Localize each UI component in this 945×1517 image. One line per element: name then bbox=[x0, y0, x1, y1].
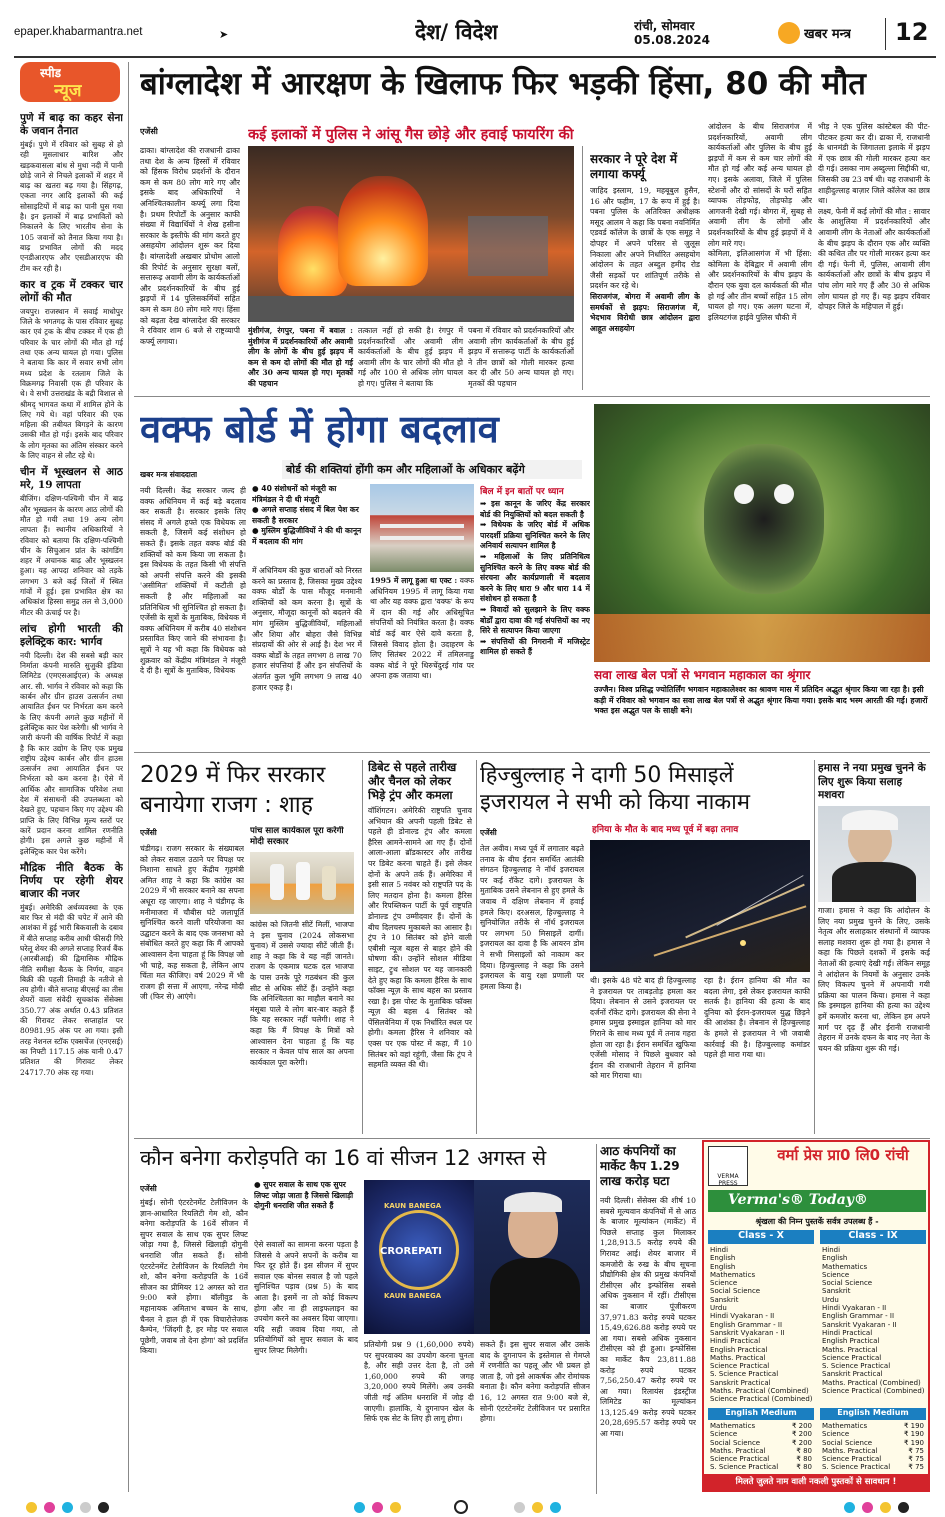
book-title: Sanskrit Practical bbox=[710, 1378, 771, 1387]
lead-col5: भीड़ ने एक पुलिस कांस्टेबल की पीट-पीटकर हत्या कर दी। ढाका में, राजधानी के धानमंडी के जिगातला इलाके में झड़प में एक छात्र की गोली मारकर हत्या कर दी गई। उसका नाम अब्दुल्ला सिद्दीकी था, जिसकी उम्र 23 वर्ष थी। यह राजधानी के शाहीदुल्लाह बाज़ार जिले कॉलेज का छात्र था। लक्ष्य, फेनी में कई लोगों की मौत : सावार के आशुलिया में प्रदर्शनकारियों और आवामी लीग के नेताओं और कार्यकर्ताओं के बीच झड़प के दौरान एक और व्यक्ति की कथित तौर पर गोली मारकर हत्या कर दी गई। फेनी में, पुलिस, आवामी लीग कार्यकर्ताओं और छात्रों के बीच झड़प में पांच लोग मारे गए हैं और 30 से अधिक लोग घायल हो गए हैं। यह झड़प रविवार दोपहर जिले के महिपाल में हुई। bbox=[818, 122, 930, 312]
em-ix-books bbox=[820, 1422, 926, 1472]
book-price: ₹ 80 bbox=[796, 1463, 812, 1472]
curfew-subhead: सरकार ने पूरे देश में लगाया कर्फ्यू bbox=[590, 152, 678, 181]
speed-news-item: मौद्रिक नीति बैठक के निर्णय पर रहेगी शेयर बाजार की नजर मुंबई। अमेरिकी अर्थव्यवस्था के एक बार फिर से मंदी की चपेट में आने की आशंका में हुई भारी बिकवाली के दबाव में बीते सप्ताह करीब आधी फीसदी गिरे घरेलू शेयर की अगले सप्ताह रिजर्व बैंक (आरबीआई) की द्विमासिक मौद्रिक नीति समीक्षा बैठक के निर्णय, वाहन बिक्री की पहली तिमाही के नतीजे से तय होगी। बीते सप्ताह बीएसई का तीस शेयरों वाला संवेदी सूचकांक सेंसेक्स 350.77 अंक अर्थात 0.43 प्रतिशत की गिरावट लेकर सप्ताहांत पर 80981.95 अंक पर आ गया। इसी तरह नेशनल स्टॉक एक्सचेंज (एनएसई) का निफ्टी 117.15 अंक यानी 0.47 प्रतिशत की गिरावट लेकर 24717.70 अंक रह गया। bbox=[20, 861, 123, 1077]
book-row bbox=[708, 1422, 814, 1430]
waqf-col1: नयी दिल्ली। केंद्र सरकार जल्द ही वक्फ अधिनियम में कई बड़े बदलाव कर सकती है। सरकार इसके लिए संसद में अगले हफ्ते एक विधेयक ला सकती है, जिसमें कई संशोधन हो सकते हैं। इसके तहत वक्फ बोर्ड की शक्तियों को कम किया जा सकता है। इस विधेयक के तहत किसी भी संपत्ति को अपनी संपत्ति करने की इसकी 'असीमित' शक्तियों में कटौती हो सकती है और महिलाओं का प्रतिनिधित्व भी सुनिश्चित हो सकता है। एजेंसी के सूत्रों के मुताबिक, विधेयक में वक्फ अधिनियम में करीब 40 संशोधन प्रस्तावित किए जाने की संभावना है। सूत्रों ने यह भी कहा कि विधेयक को शुक्रवार को केंद्रीय मंत्रिमंडल ने मंजूरी दे दी है। सूत्रों के मुताबिक, विधेयक bbox=[140, 486, 246, 676]
book-title: English Practical bbox=[822, 1337, 880, 1346]
book-title: Maths. Practical bbox=[822, 1446, 878, 1455]
book-row bbox=[820, 1312, 926, 1320]
waqf-bullet-item: ● मुस्लिम बुद्धिजीवियों ने की थी कानून में बदलाव की मांग bbox=[252, 526, 362, 546]
book-title: Urdu bbox=[710, 1304, 727, 1313]
book-row bbox=[708, 1370, 814, 1378]
book-row bbox=[820, 1263, 926, 1271]
waqf-bullet-item: ● 40 संशोधनों को मंजूरी का मंत्रिमंडल ने दी थी मंजूरी bbox=[252, 484, 337, 504]
book-row bbox=[820, 1296, 926, 1304]
book-title: Social Science bbox=[710, 1287, 761, 1296]
book-title: Hindi Practical bbox=[710, 1337, 761, 1346]
book-row bbox=[820, 1337, 926, 1345]
haniyeh-photo bbox=[818, 806, 930, 902]
ad-tagline: श्रृंखला की निम्न पुस्तकें सर्वत्र उपलब्ध हैं - bbox=[755, 1217, 879, 1226]
book-title: Mathematics bbox=[822, 1262, 868, 1271]
speed-news-column bbox=[20, 112, 123, 1492]
book-title: Sanskrit bbox=[822, 1287, 851, 1296]
book-title: S. Science Practical bbox=[822, 1362, 891, 1371]
epaper-url[interactable]: epaper.khabarmantra.net bbox=[14, 26, 143, 38]
book-row bbox=[820, 1387, 926, 1395]
book-row bbox=[708, 1387, 814, 1395]
book-row bbox=[708, 1439, 814, 1447]
book-title: Social Science bbox=[710, 1438, 761, 1447]
book-row bbox=[708, 1246, 814, 1254]
book-title: Hindi Vyakaran - II bbox=[822, 1304, 887, 1313]
book-title: S. Science Practical bbox=[710, 1370, 779, 1379]
book-title: Social Science bbox=[822, 1279, 873, 1288]
speed-news-item: लांच होगी भारती की इलेक्ट्रिक कार: भार्गव नयी दिल्ली। देश की सबसे बड़ी कार निर्माता कंपनी मारुति सुजुकी इंडिया लिमिटेड (एमएसआईएल) के अध्यक्ष आर. सी. भार्गव ने रविवार को कहा कि कार्बन और ग्रीन हाउस उत्सर्जन तथा आयातित ईंधन पर निर्भरता कम करने के लिए कंपनी अगले कुछ महीनों में इलेक्ट्रिक कार पेश करेगी। श्री भार्गव ने जारी कंपनी की वार्षिक रिपोर्ट में कहा है कि कार उद्योग के लिए एक प्रमुख राष्ट्रीय उद्देश्य कार्बन और ग्रीन हाउस उत्सर्जन तथा आयातित ईंधन पर निर्भरता को कम करना है। ऐसे में आर्थिक और सामाजिक परिवेश तथा देश में संसाधनों की उपलब्धता को देखते हुए, पहचान किए गए उद्देश्य की प्राप्ति के लिए विभिन्न मूल्य स्तरों पर कारें प्रदान करना शामिल रणनीति होगी। इस अगले कुछ महीनों में इलेक्ट्रिक कार पेश करेंगे। bbox=[20, 622, 123, 856]
bangladesh-fire-photo bbox=[248, 146, 574, 322]
waqf-box-item: ➡ विधेयक के जरिए बोर्ड में अधिक पारदर्शी प्रक्रिया सुनिश्चित करने के लिए अनिवार्य सत्यापन शामिल है bbox=[480, 520, 590, 551]
book-row bbox=[708, 1321, 814, 1329]
verma-press-ad[interactable] bbox=[702, 1140, 930, 1492]
book-title: Science Practical bbox=[822, 1353, 882, 1362]
class-ix-label: Class - IX bbox=[820, 1230, 926, 1244]
kbc-logo-photo: KAUN BANEGA CRОREPATI KAUN BANEGA bbox=[364, 1180, 474, 1334]
book-title: English Grammar - II bbox=[710, 1320, 783, 1329]
class-x-books bbox=[708, 1246, 814, 1404]
book-row bbox=[820, 1430, 926, 1438]
page-header bbox=[0, 0, 945, 60]
book-title: Hindi Vyakaran - II bbox=[710, 1312, 775, 1321]
book-row bbox=[820, 1439, 926, 1447]
shah-col2: कांग्रेस को जितनी सीटें मिलीं, भाजपा ने इस चुनाव (2024 लोकसभा चुनाव) में उससे ज्यादा सीटें जीती हैं। शाह ने कहा कि वे यह नहीं जानते। राजग के एकमात्र घटक दल भाजपा के पास उनके पूरे गठबंधन की कुल सीट से अधिक सीटें हैं। उन्होंने कहा कि अनिश्चितता का माहौल बनाने का मंसूबा पाले ये लोग बार-बार कहते हैं कि यह सरकार नहीं चलेगी। शाह ने कहा कि मैं विपक्ष के मित्रों को आश्वासन देना चाहता हूं कि यह सरकार न केवल पांच साल का अपना कार्यकाल पूरा करेगी। bbox=[250, 920, 354, 1067]
book-title: Maths. Practical bbox=[710, 1446, 766, 1455]
book-title: Maths. Practical bbox=[710, 1353, 766, 1362]
shah-event-photo bbox=[250, 852, 354, 914]
book-row bbox=[820, 1254, 926, 1262]
book-title: Science Practical bbox=[710, 1362, 770, 1371]
kbc-headline: कौन बनेगा करोड़पति का 16 वां सीजन 12 अगस्त से bbox=[140, 1146, 547, 1170]
book-price: ₹ 80 bbox=[796, 1455, 812, 1464]
waqf-col3: 1995 में लागू हुआ था एक्ट : वक्फ अधिनियम 1995 में लागू किया गया था और यह वक्फ द्वारा 'वक्फ' के रूप में दान की गई और अधिसूचित संपत्तियों को नियंत्रित करता है। वक्फ बोर्ड कई बार ऐसे दावे करता है, जिससे विवाद होता है। उदाहरण के लिए सितंबर 2022 में तमिलनाडु वक्फ बोर्ड ने पूरे थिरुचेंदुरई गांव पर अपना हक जताया था। bbox=[370, 576, 474, 681]
book-row bbox=[708, 1254, 814, 1262]
book-row bbox=[708, 1263, 814, 1271]
mahakal-photo bbox=[594, 404, 930, 662]
book-row bbox=[820, 1422, 926, 1430]
kbc-col4: सकते हैं। इस सुपर सवाल और उसके बाद के दुगनापन के इस्तेमाल से गेमप्ले में रणनीति का पहलू और भी प्रबल हो जाता है, जो इसे आकर्षक और रोमांचक बनाता है। कौन बनेगा करोड़पति सीजन 16, 12 अगस्त रात 9:00 बजे से, सोनी एंटरटेनमेंट टेलीविजन पर प्रसारित होगा। bbox=[480, 1340, 590, 1424]
header-date: 05.08.2024 bbox=[634, 33, 710, 47]
book-row bbox=[708, 1447, 814, 1455]
book-title: Science bbox=[822, 1430, 850, 1439]
hezbollah-headline: हिज्बुल्लाह ने दागी 50 मिसाइलें इजरायल ने सभी को किया नाकाम bbox=[480, 763, 751, 815]
lead-col1: ढाका। बांग्लादेश की राजधानी ढाका तथा देश के अन्य हिस्सों में रविवार को हिंसक विरोध प्रदर्शनों के दौरान कम से कम 80 लोग मारे गए और इसके बाद अधिकारियों ने अनिश्चितकालीन कर्फ्यू लगा दिया है। प्रथम रिपोर्टों के अनुसार काफी संख्या में विद्यार्थियों ने शेख हसीना सरकार के इस्तीफे की मांग करते हुए असहयोग आंदोलन शुरू कर दिया है। बांग्लादेशी अखबार प्रोथोम आलो की रिपोर्ट के अनुसार सुरक्षा बलों, सत्तारूढ़ अवामी लीग के कार्यकर्ताओं और प्रदर्शनकारियों के बीच हुई झड़पों में 14 पुलिसकर्मियों सहित कम से कम 80 लोग मारे गए। हिंसा को बढ़ता देख बांग्लादेश की सरकार ने रविवार शाम 6 बजे से राष्ट्रव्यापी कर्फ्यू लगाया। bbox=[140, 146, 240, 346]
book-title: English Grammar - II bbox=[822, 1312, 895, 1321]
ad-title: वर्मा प्रेस प्रा0 लि0 रांची bbox=[777, 1146, 909, 1164]
market-body: नयी दिल्ली। सेंसेक्स की शीर्ष 10 सबसे मूल्यवान कंपनियों में से आठ के बाजार मूल्यांकन (मार्केट) में पिछले सप्ताह कुल मिलाकर 1,28,913.5 करोड़ रुपये की गिरावट आई। शेयर बाजार में कमजोरी के रुख के बीच सूचना प्रौद्योगिकी क्षेत्र की प्रमुख कंपनियों टीसीएस और इन्फोसिस सबसे अधिक नुकसान में रहीं। टीसीएस का बाजार पूंजीकरण 37,971.83 करोड़ रुपये घटकर 15,49,626.88 करोड़ रुपये पर आ गया। सबसे अधिक नुकसान टीसीएस को ही हुआ। इन्फोसिस का मार्केट कैप 23,811.88 करोड़ रुपये घटकर 7,56,250.47 करोड़ रुपये पर आ गया। रिलायंस इंडस्ट्रीज लिमिटेड का मूल्यांकन 13,125.49 करोड़ रुपये घटकर 20,28,695.57 करोड़ रुपये पर आ गया। bbox=[600, 1196, 696, 1439]
lead-col3: जाहिद इस्लाम, 19, महबूबुल हुसैन, 16 और फहीम, 17 के रूप में हुई है। पबना पुलिस के अतिरिक्त अधीक्षक मसूद आलम ने कहा कि पबना नवनिर्मित एडवर्ड कॉलेज के छात्रों के एक समूह ने दोपहर में अपने परिसर से जुलूस निकाला और अपने निर्धारित असहयोग आंदोलन के तहत अब्दुल हमीद रोड जैसी सड़कों पर शांतिपूर्ण तरीके से प्रदर्शन कर रहे थे। सिराजगंज, बोगरा में अवामी लीग के समर्थकों से झड़प: सिराजगंज में, भेदभाव विरोधी छात्र आंदोलन द्वारा आहूत असहयोग bbox=[590, 186, 700, 333]
book-row bbox=[708, 1346, 814, 1354]
kbc-col1: मुंबई। सोनी एंटरटेनमेंट टेलीविजन के ज्ञान-आधारित रियलिटी गेम शो, कौन बनेगा करोड़पति के 16वें सीजन में सुपर सवाल के साथ एक सुपर लिफ्ट जोड़ा गया है, जिससे खिलाड़ी दोगुनी धनराशि जीत सकते हैं। सोनी एंटरटेनमेंट टेलीविजन के रियलिटी गेम शो, कौन बनेगा करोड़पति के 16वें सीजन का प्रीमियर 12 अगस्त को रात 9:00 बजे होगा। बॉलीवुड के महानायक अमिताभ बच्चन के साथ, चैनल ने हाल ही में एक विचारोत्तेजक कैम्पेन, 'जिंदगी है, हर मोड़ पर सवाल पूछेगी, जवाब तो देना होगा' को प्रदर्शित किया। bbox=[140, 1198, 248, 1356]
book-title: Social Science bbox=[822, 1438, 873, 1447]
waqf-box-item: ➡ विवादों को सुलझाने के लिए वक्फ बोर्डों द्वारा दावा की गई संपत्तियों का नए सिरे से सत्यापन किया जाएगा bbox=[480, 604, 590, 636]
book-title: S. Science Practical bbox=[822, 1463, 891, 1472]
book-title: Urdu bbox=[822, 1295, 839, 1304]
book-row bbox=[820, 1370, 926, 1378]
english-medium-label-ix: English Medium bbox=[820, 1408, 926, 1420]
kbc-col2: ऐसे सवालों का सामना करना पड़ता है जिससे वे अपने सपनों के करीब या फिर दूर होते हैं। इस सीजन में सुपर सवाल एक बोनस सवाल है जो पहले सुनिश्चित पड़ाव (प्रश्न 5) के बाद आता है। इसमें ना तो कोई विकल्प होगा और ना ही लाइफलाइन का उपयोग करने का अवसर दिया जाएगा। यदि सही जवाब दिया गया, तो प्रतियोगियों को सुपर सवाल के बाद सुपर लिफ्ट मिलेगी। bbox=[254, 1240, 358, 1355]
kbc-col3: प्रतियोगी प्रश्न 9 (1,60,000 रुपये) पर सुपरवाक्य का उपयोग करना चुनता है, और सही उत्तर देता है, तो उसे 1,60,000 रुपये की जगह 3,20,000 रुपये मिलेंगे। अब उनकी जीती गई अंतिम धनराशि में जोड़ दी जाएगी। हालांकि, ये दुगनापन खेल के सिर्फ एक सेट के लिए ही लागू होगा। bbox=[364, 1340, 474, 1424]
hezbollah-col2: थी। इसके 48 घंटे बाद ही हिज्बुल्लाह ने इजरायल पर ताबड़तोड़ हमला कर दिया। लेबनान से उसने इजरायल पर दर्जनों रॉकेट दागे। इजरायल की सेना ने हमास प्रमुख इस्माइल हानिया को मार गिराने के साथ मध्य पूर्व में तनाव गहरा होता जा रहा है। ईरान समर्थित खुफिया एजेंसी मोसाद ने पिछले बुधवार को ईरान की राजधानी तेहरान में हानिया को मार गिराया था। bbox=[590, 976, 696, 1081]
book-row bbox=[708, 1329, 814, 1337]
waqf-bullets bbox=[252, 484, 362, 554]
speed-news-item: कार व ट्रक में टक्कर चार लोगों की मौत जयपुर। राजस्थान में सवाई माधोपुर जिले के भगतगढ़ के पास रविवार सुबह कार एवं ट्रक के बीच टक्कर में एक ही परिवार के चार लोगों की मौत हो गई तथा एक अन्य घायल हो गया। पुलिस ने बताया कि कार में सवार सभी लोग मध्य प्रदेश के रतलाम जिले के विक्रमगढ़ निवासी एक ही परिवार के थे। वे सभी उत्तराखंड के बद्री विशाल से श्रीमद् भागवत कथा में शामिल होने के लिए गये थे। वहां परिवार की एक महिला की तबीयत बिगड़ने के कारण उसकी मौत हो गई। इसके बाद परिवार के लोग मृतका का अंतिम संस्कार करने के लिए वाहन से लौट रहे थे। bbox=[20, 278, 123, 461]
book-title: English Practical bbox=[710, 1345, 768, 1354]
amitabh-photo bbox=[474, 1180, 590, 1334]
book-title: Sanskrit bbox=[710, 1295, 739, 1304]
book-title: Sanskrit Vyakaran - II bbox=[710, 1328, 785, 1337]
waqf-headline: वक्फ बोर्ड में होगा बदलाव bbox=[140, 407, 499, 451]
hezbollah-col1: तेल अवीव। मध्य पूर्व में लगातार बढ़ते तनाव के बीच ईरान समर्थित आतंकी संगठन हिज्बुल्लाह ने नॉर्थ इजरायल पर कई रॉकेट दागे। इजरायल के मुताबिक उसने लेबनान से हुए हमले के जवाब में दक्षिण लेबनान में हवाई हमले किए। दरअसल, हिज्बुल्लाह ने सुनियोजित तरीके से नॉर्थ इजरायल पर लगभग 50 मिसाइलें दागीं। इजरायल का दावा है कि आयरन डोम ने सभी मिसाइलों को नाकाम कर दिया। हिज्बुल्लाह ने कहा कि उसने इजरायल के वायु रक्षा प्रणाली पर हमला किया है। bbox=[480, 844, 584, 991]
page-number: 12 bbox=[895, 18, 929, 46]
book-title: Science Practical (Combined) bbox=[710, 1395, 813, 1404]
shah-col1: चंडीगढ़। राजग सरकार के संख्याबल को लेकर सवाल उठाने पर विपक्ष पर निशाना साधते हुए केंद्रीय गृहमंत्री अमित शाह ने कहा कि कांग्रेस का 2029 में भी सरकार बनाने का सपना अधूरा रह जाएगा। शाह ने चंडीगढ़ के मनीमाजरा में चौबीस घंटे जलापूर्ति सुनिश्चित करने वाली परियोजना का उद्घाटन करने के बाद एक जनसभा को संबोधित करते हुए कहा कि मैं आपको आश्वासन देना चाहता हूं कि विपक्ष जो भी चाहे, कह सकता है, लेकिन आप चिंता मत कीजिए। वर्ष 2029 में भी राजग ही सत्ता में आएगा, नरेन्द्र मोदी जी (फिर से) आएंगे। bbox=[140, 844, 244, 1002]
waqf-bullet-item: ● अगले सप्ताह संसद में बिल पेश कर सकती है सरकार bbox=[252, 505, 359, 525]
waqf-box bbox=[480, 484, 590, 748]
mahakal-caption-head: सवा लाख बेल पत्रों से भगवान महाकाल का श्रृंगार bbox=[594, 668, 811, 682]
ad-footer: मिलते जुलते नाम वाली नकली पुस्तकों से सावधान ! bbox=[704, 1474, 928, 1490]
book-title: Sanskrit Vyakaran - II bbox=[822, 1320, 897, 1329]
book-title: Science bbox=[710, 1279, 738, 1288]
hezbollah-col3: रहा है। ईरान हानिया की मौत का बदला लेगा, इसे लेकर इजरायल काफी सतर्क है। हानिया की हत्या के बाद दुनिया को ईरान-इजरायल युद्ध छिड़ने की आशंका है। लेबनान से हिज्बुल्लाह के हमले से इजरायल ने भी जवाबी कार्रवाई की है। हिज्बुल्लाह कमांडर पहले ही मारा गया था। bbox=[704, 976, 810, 1060]
book-row bbox=[820, 1287, 926, 1295]
book-row bbox=[708, 1296, 814, 1304]
book-price: ₹ 80 bbox=[796, 1446, 812, 1455]
shah-dateline: एजेंसी bbox=[140, 828, 157, 837]
book-row bbox=[820, 1455, 926, 1463]
speed-news-item: चीन में भूस्खलन से आठ मरे, 19 लापता बीजिंग। दक्षिण-पश्चिमी चीन में बाढ़ और भूस्खलन के कारण आठ लोगों की मौत हो गयी तथा 19 अन्य लोग लापता हैं। स्थानीय अधिकारियों ने रविवार को बताया कि दक्षिण-पश्चिमी चीन के सिचुआन प्रांत के कांगडिंग शहर में अचानक बाढ़ और भूस्खलन हुआ। यह आपदा शनिवार को तड़के लगभग 3 बजे कई जिलों में स्थित गांवों में हुई। इस प्रभावित क्षेत्र का अधिकांश हिस्सा समुद्र तल से 3,000 मीटर की ऊंचाई पर है। bbox=[20, 466, 123, 617]
english-medium-label-x: English Medium bbox=[708, 1408, 814, 1420]
class-ix-books bbox=[820, 1246, 926, 1395]
book-price: ₹ 200 bbox=[791, 1438, 812, 1447]
book-row bbox=[708, 1463, 814, 1471]
book-title: Hindi bbox=[822, 1246, 841, 1254]
lead-headline: बांग्लादेश में आरक्षण के खिलाफ फिर भड़की हिंसा, 80 की मौत bbox=[140, 66, 866, 102]
book-row bbox=[820, 1463, 926, 1471]
book-price: ₹ 200 bbox=[791, 1422, 812, 1430]
book-price: ₹ 200 bbox=[791, 1430, 812, 1439]
book-row bbox=[820, 1329, 926, 1337]
book-price: ₹ 75 bbox=[908, 1463, 924, 1472]
book-title: Maths. Practical (Combined) bbox=[710, 1387, 809, 1396]
book-row bbox=[708, 1304, 814, 1312]
shah-photo-head: पांच साल कार्यकाल पूरा करेगी मोदी सरकार bbox=[250, 826, 344, 847]
lead-subhead: कई इलाकों में पुलिस ने आंसू गैस छोड़े और हवाई फायरिंग की bbox=[248, 127, 574, 143]
book-title: Science bbox=[822, 1270, 850, 1279]
book-row bbox=[708, 1279, 814, 1287]
lead-photo-caption: मुंशीगंज, रंगपुर, पबना में बवाल : मुंशीगंज में प्रदर्शनकारियों और अवामी लीग के लोगों के बीच हुई झड़प में कम से कम दो लोगों की मौत हो गई और 30 अन्य घायल हो गए। मृतकों की पहचान तत्काल नहीं हो सकी है। रंगपुर में प्रदर्शनकारियों और अवामी लीग कार्यकर्ताओं के बीच हुई झड़प में अवामी लीग के चार लोगों की मौत हो गई और 100 से अधिक लोग घायल हो गए। पुलिस ने बताया कि पबना में रविवार को प्रदर्शनकारियों और अवामी लीग कार्यकर्ताओं के बीच हुई झड़प में सत्तारूढ़ पार्टी के कार्यकर्ताओं ने तीन छात्रों को गोली मारकर हत्या कर दी और 50 अन्य घायल हो गए। मृतकों की पहचान bbox=[248, 326, 574, 388]
book-title: English bbox=[822, 1254, 848, 1263]
debate-body: वॉशिंगटन। अमेरिकी राष्ट्रपति चुनाव अभियान की अपनी पहली डिबेट से पहले ही डोनाल्ड ट्रंप और कमला हैरिस आमने-सामने आ गए हैं। दोनों आला-आला ब्रॉडकास्टर और तारीख पर डिबेट करना चाहते हैं। इसे लेकर दोनों के अपने तर्क हैं। अमेरिका में इसी साल 5 नवंबर को राष्ट्रपति पद के लिए मतदान होना है। कमला हैरिस और रिपब्लिकन पार्टी के पूर्व राष्ट्रपति डोनाल्ड ट्रंप उम्मीदवार हैं। दोनों के बीच दिलचस्प मुकाबले का आसार है। ट्रंप ने 10 सितंबर को होने वाली एबीसी न्यूज बहस से बाहर होने की घोषणा की। उन्होंने सोशल मीडिया साइट, ट्रुथ सोशल पर यह जानकारी देते हुए कहा कि कमला हैरिस के साथ फॉक्स न्यूज़ के साथ बहस का प्रस्ताव रखा है। इस पोस्ट के मुताबिक फॉक्स न्यूज़ की बहस 4 सितंबर को पेंसिलवेनिया में एक निर्धारित स्थल पर होगी। कमला हैरिस ने शनिवार को एक्स पर एक पोस्ट में कहा, मैं 10 सितंबर को वहां रहूंगी, जैसा कि ट्रंप ने सहमति व्यक्त की थी। bbox=[368, 806, 472, 1070]
header-city-day: रांची, सोमवार bbox=[634, 19, 695, 33]
book-row bbox=[708, 1312, 814, 1320]
book-title: Mathematics bbox=[822, 1422, 868, 1430]
book-row bbox=[820, 1362, 926, 1370]
book-title: Sanskrit Practical bbox=[822, 1370, 883, 1379]
waqf-col2: में अधिनियम की कुछ धाराओं को निरस्त करने का प्रस्ताव है, जिसका मुख्य उद्देश्य वक्फ बोर्डों के पास मौजूद मनमानी शक्तियों को कम करना है। सूत्रों के अनुसार, मौजूदा कानूनों को बदलने की मांग मुस्लिम बुद्धिजीवियों, महिलाओं और शिया और बोहरा जैसे विभिन्न संप्रदायों की ओर से आई है। देश भर में वक्फ बोर्डों के तहत लगभग 8 लाख 70 हजार संपत्तियां हैं और इन संपत्तियों के अंतर्गत कुल भूमि लगभग 9 लाख 40 हजार एकड़ है। bbox=[252, 566, 362, 692]
debate-headline: डिबेट से पहले तारीख और चैनल को लेकर भिड़े ट्रंप और कमला bbox=[368, 760, 457, 802]
book-price: ₹ 190 bbox=[903, 1422, 924, 1430]
registration-marks bbox=[14, 1500, 934, 1516]
book-title: Maths. Practical (Combined) bbox=[822, 1378, 921, 1387]
book-row bbox=[820, 1271, 926, 1279]
mahakal-caption: सवा लाख बेल पत्रों से भगवान महाकाल का श्रृंगार उज्जैन। विश्व प्रसिद्ध ज्योतिर्लिंग भगवान महाकालेश्वर का श्रावण मास में प्रतिदिन अद्भुत श्रृंगार किया जा रहा है। इसी कड़ी में रविवार को भगवान का सवा लाख बेल पत्रों से अद्भुत श्रृंगार किया गया। इसके बाद भस्म आरती की गई। हजारों भक्त इस अद्भुत पल के साक्षी बने। bbox=[594, 666, 930, 748]
speed-news-badge: स्पीड न्यूज bbox=[20, 62, 120, 102]
waqf-dateline: खबर मन्त्र संवाददाता bbox=[140, 470, 198, 479]
kbc-dateline: एजेंसी bbox=[140, 1184, 157, 1193]
waqf-subhead: बोर्ड की शक्तियां होंगी कम और महिलाओं के अधिकार बढ़ेंगे bbox=[282, 460, 582, 479]
book-row bbox=[820, 1354, 926, 1362]
kbc-bullet: ● सुपर सवाल के साथ एक सुपर लिफ्ट जोड़ा जाता है जिससे खिलाड़ी दोगुनी धनराशि जीत सकते हैं bbox=[254, 1180, 354, 1210]
book-title: Mathematics bbox=[710, 1422, 756, 1430]
book-row bbox=[820, 1346, 926, 1354]
book-price: ₹ 190 bbox=[903, 1430, 924, 1439]
book-title: Maths. Practical bbox=[822, 1345, 878, 1354]
book-title: English bbox=[710, 1262, 736, 1271]
book-row bbox=[820, 1279, 926, 1287]
hezbollah-dateline: एजेंसी bbox=[480, 828, 497, 837]
book-title: Science bbox=[710, 1430, 738, 1439]
shah-headline: 2029 में फिर सरकार बनायेगा राजग : शाह bbox=[140, 762, 326, 818]
book-title: Science Practical (Combined) bbox=[822, 1387, 925, 1396]
book-row bbox=[820, 1304, 926, 1312]
book-row bbox=[820, 1379, 926, 1387]
lead-dateline: एजेंसी bbox=[140, 127, 158, 136]
book-title: Science Practical bbox=[822, 1455, 882, 1464]
section-title: देश/ विदेश bbox=[415, 20, 498, 44]
lead-col4: आंदोलन के बीच सिराजगंज में प्रदर्शनकारियों, अवामी लीग कार्यकर्ताओं और पुलिस के बीच हुई झड़पों में कम से कम चार लोगों की मौत हो गई और कई अन्य घायल हो गए। इसके अलावा, जिले में पुलिस स्टेशनों और दो सांसदों के घरों सहित व्यापक तोड़फोड़, तोड़फोड़ और आगजनी देखी गई। बोगरा में, सुबह से अवामी लीग के लोगों और प्रदर्शनकारियों के बीच हुई झड़पों में वे लोग मारे गए। कोमिला, इलिआसगंज में भी हिंसा: कोमिला के देबिद्वार में अवामी लीग और प्रदर्शनकारियों के बीच झड़प के दौरान एक युवा दल कार्यकर्ता की मौत हो गई और तीन बच्चों सहित 15 लोग घायल हो गए। एक अलग घटना में, इलियटगंज हाईवे पुलिस चौकी में bbox=[708, 122, 812, 322]
book-title: Science Practical bbox=[710, 1455, 770, 1464]
waqf-box-item: ➡ इस कानून के जरिए केंद्र सरकार बोर्ड की नियुक्तियों को बदल सकती है bbox=[480, 499, 590, 519]
book-price: ₹ 75 bbox=[908, 1455, 924, 1464]
book-row bbox=[708, 1395, 814, 1403]
waqf-box-head: बिल में इन बातों पर ध्यान bbox=[480, 487, 564, 497]
book-row bbox=[820, 1447, 926, 1455]
waqf-building-photo bbox=[370, 484, 474, 572]
book-title: Hindi Practical bbox=[822, 1328, 873, 1337]
book-title: S. Science Practical bbox=[710, 1463, 779, 1472]
cursor-icon: ➤ bbox=[219, 28, 229, 41]
verma-logo: VERMA PRESS bbox=[708, 1146, 748, 1186]
hamas-body: गाजा। हमास ने कहा कि आंदोलन के लिए नया प्रमुख चुनने के लिए, उसके नेतृत्व और सलाहकार संस्थानों में व्यापक सलाह मशवरा शुरू हो गया है। हमास ने कहा कि पिछले दशकों में इसके कई नेताओं की हत्याएं देखी गईं। लेकिन समूह ने आंदोलन के नियमों के अनुसार उनके लिए विकल्प चुनने में अपनायी गयी प्रक्रिया का पालन किया। हमास ने कहा कि इस्माइल हानिया की हत्या का उद्देश्य हमें कमजोर करना था, लेकिन हम अपने मार्ग पर दृढ़ हैं और ईरानी राजधानी तेहरान में उनके दफन के बाद नए नेता के चयन की प्रक्रिया शुरू की गई। bbox=[818, 906, 930, 1053]
em-x-books bbox=[708, 1422, 814, 1472]
book-title: English bbox=[710, 1254, 736, 1263]
brand-name: खबर मन्त्र bbox=[804, 27, 852, 42]
speed-news-item: पुणे में बाढ़ का कहर सेना के जवान तैनात मुंबई। पुणे में रविवार को सुबह से हो रही मूसलाधार बारिश और खड़कवासला बांध से मुथा नदी में पानी छोड़े जाने से निचले इलाकों में शहर में बाढ़ का खतरा बढ़ गया है। सिंहगढ़, एकता नगर आदि इलाकों की कई सोसाइटियों में बाढ़ का पानी घुस गया है। इन इलाकों में बाढ़ प्रभावितों को निकालने के लिए भारतीय सेना के 105 जवानों को तैनात किया गया है। बाढ़ प्रभावित लोगों की मदद एनडीआरएफ और एसडीआरएफ की टीम कर रही है। bbox=[20, 112, 123, 273]
brand-logo bbox=[778, 22, 800, 44]
hezbollah-subhead: हनिया के मौत के बाद मध्य पूर्व में बढ़ा तनाव bbox=[592, 825, 739, 835]
book-row bbox=[708, 1271, 814, 1279]
book-price: ₹ 75 bbox=[908, 1446, 924, 1455]
class-x-label: Class - X bbox=[708, 1230, 814, 1244]
book-row bbox=[708, 1430, 814, 1438]
book-title: Mathematics bbox=[710, 1270, 756, 1279]
book-row bbox=[708, 1287, 814, 1295]
book-row bbox=[820, 1321, 926, 1329]
missile-night-photo bbox=[590, 840, 810, 972]
book-row bbox=[820, 1246, 926, 1254]
book-row bbox=[708, 1362, 814, 1370]
book-row bbox=[708, 1337, 814, 1345]
waqf-box-item: ➡ संपत्तियों की निगरानी में मजिस्ट्रेट शामिल हो सकते हैं bbox=[480, 636, 590, 657]
book-row bbox=[708, 1354, 814, 1362]
book-row bbox=[708, 1379, 814, 1387]
book-row bbox=[708, 1455, 814, 1463]
book-title: Hindi bbox=[710, 1246, 729, 1254]
hamas-headline: हमास ने नया प्रमुख चुनने के लिए शुरू किया सलाह मशवरा bbox=[818, 762, 926, 801]
book-price: ₹ 190 bbox=[903, 1438, 924, 1447]
waqf-box-item: ➡ महिलाओं के लिए प्रतिनिधित्व सुनिश्चित करने के लिए वक्फ बोर्ड की संरचना और कार्यप्रणाली में बदलाव करने के लिए धारा 9 और धारा 14 में संशोधन हो सकता है bbox=[480, 551, 590, 604]
market-headline: आठ कंपनियों का मार्केट कैप 1.29 लाख करोड़ घटा bbox=[600, 1144, 680, 1188]
ad-brand-band: Verma's® Today® bbox=[708, 1190, 926, 1212]
